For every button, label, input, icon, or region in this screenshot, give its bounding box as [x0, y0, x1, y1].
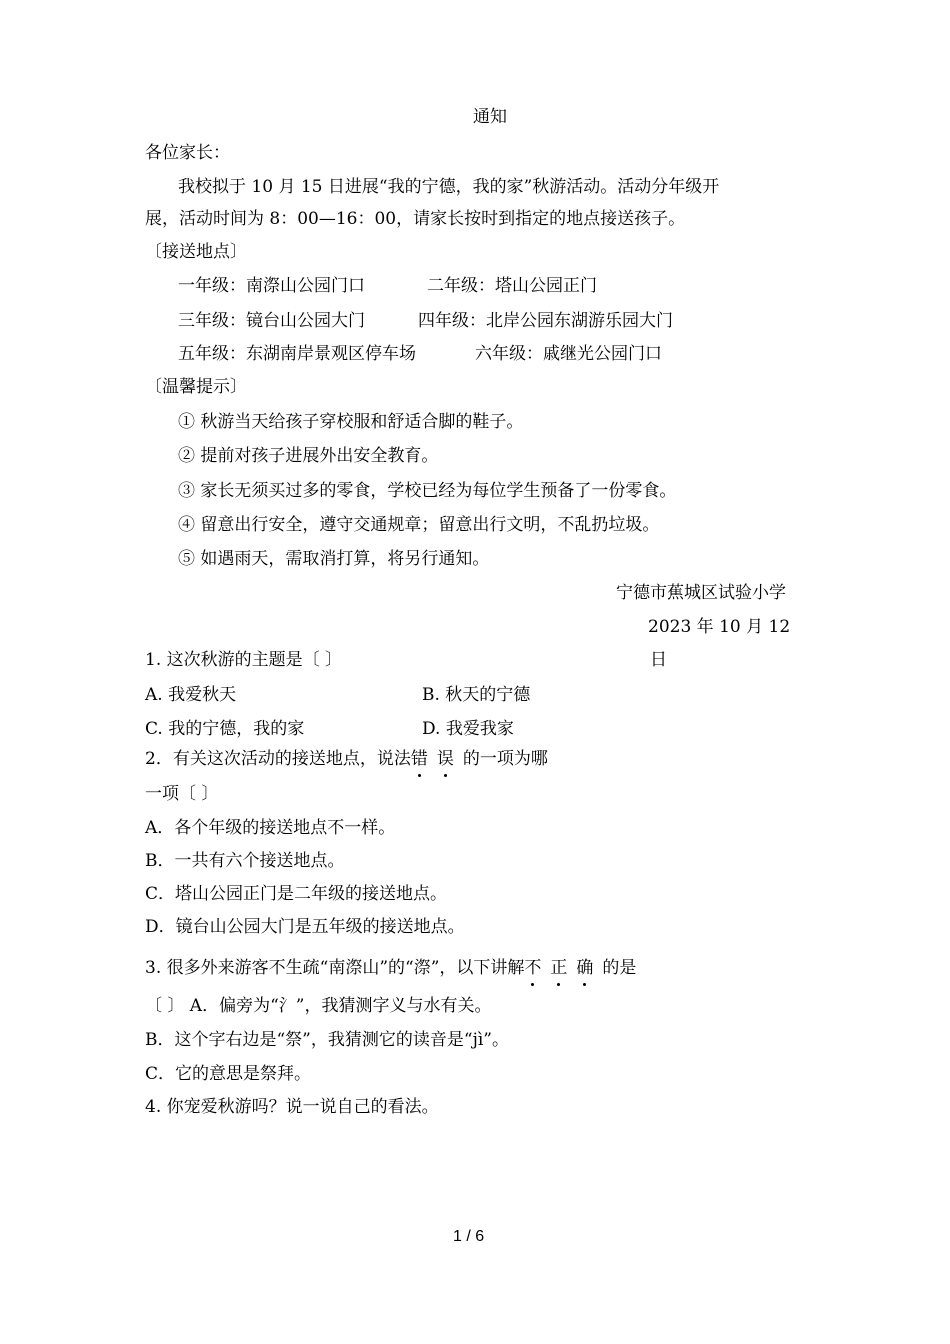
pickup-grade-6: 六年级：戚继光公园门口	[475, 344, 662, 364]
pickup-grade-4: 四年级：北岸公园东湖游乐园大门	[418, 311, 673, 331]
q3-stem	[145, 957, 636, 979]
q3-emphasis-char-3: 确	[576, 958, 594, 978]
q3-option-c: C．它的意思是祭拜。	[145, 1064, 312, 1084]
tip-4: ④ 留意出行安全，遵守交通规章；留意出行文明，不乱扔垃圾。	[178, 515, 660, 535]
q2-stem-line-2: 一项〔 〕	[145, 784, 219, 804]
q3-stem-pre: 3. 很多外来游客不生疏“南漈山”的“漈”，以下讲解	[145, 958, 525, 978]
signature: 宁德市蕉城区试验小学	[616, 583, 786, 603]
q3-stem-post: 的是	[602, 958, 637, 978]
date-line-1: 2023 年 10 月 12	[648, 617, 791, 637]
pickup-grade-1: 一年级：南漈山公园门口	[178, 276, 365, 296]
tip-3: ③ 家长无须买过多的零食，学校已经为每位学生预备了一份零食。	[178, 481, 677, 501]
q2-emphasis-char-1: 错	[410, 749, 428, 769]
q1-stem: 1. 这次秋游的主题是〔 〕	[145, 650, 343, 670]
q1-option-b: B. 秋天的宁德	[422, 685, 531, 705]
pickup-grade-3: 三年级：镜台山公园大门	[178, 311, 365, 331]
q2-option-b: B．一共有六个接送地点。	[145, 851, 345, 871]
q3-option-a: 〔 〕 A．偏旁为“氵”，我猜测字义与水有关。	[145, 996, 492, 1016]
notice-title: 通知	[473, 107, 507, 127]
notice-body-line-1: 我校拟于 10 月 15 日进展“我的宁德，我的家”秋游活动。活动分年级开	[178, 177, 720, 197]
pickup-heading: 〔接送地点〕	[145, 242, 247, 262]
tip-5: ⑤ 如遇雨天，需取消打算，将另行通知。	[178, 549, 490, 569]
date-line-2: 日	[650, 650, 667, 670]
q2-stem	[145, 748, 548, 770]
q2-stem-post: 的一项为哪	[462, 749, 548, 769]
q1-option-c: C. 我的宁德，我的家	[145, 719, 305, 739]
q1-option-a: A. 我爱秋天	[145, 685, 237, 705]
q3-emphasis-char-1: 不	[524, 958, 542, 978]
q1-option-d: D. 我爱我家	[422, 719, 514, 739]
q2-stem-pre: 2．有关这次活动的接送地点，说法	[145, 749, 411, 769]
salutation: 各位家长：	[145, 143, 230, 163]
q4-stem: 4. 你宠爱秋游吗？说一说自己的看法。	[145, 1097, 439, 1117]
tips-heading: 〔温馨提示〕	[145, 377, 247, 397]
pickup-grade-2: 二年级：塔山公园正门	[427, 276, 597, 296]
page-number: 1 / 6	[453, 1228, 485, 1245]
q2-emphasis-char-2: 误	[436, 749, 454, 769]
q3-option-b: B．这个字右边是“祭”，我猜测它的读音是“jì”。	[145, 1030, 509, 1050]
q2-option-d: D．镜台山公园大门是五年级的接送地点。	[145, 917, 465, 937]
q3-emphasis-char-2: 正	[550, 958, 568, 978]
notice-body-line-2: 展，活动时间为 8：00—16：00，请家长按时到指定的地点接送孩子。	[145, 209, 686, 229]
pickup-grade-5: 五年级：东湖南岸景观区停车场	[178, 344, 416, 364]
tip-1: ① 秋游当天给孩子穿校服和舒适合脚的鞋子。	[178, 412, 524, 432]
q2-option-a: A．各个年级的接送地点不一样。	[145, 818, 396, 838]
tip-2: ② 提前对孩子进展外出安全教育。	[178, 446, 439, 466]
q2-option-c: C．塔山公园正门是二年级的接送地点。	[145, 884, 448, 904]
